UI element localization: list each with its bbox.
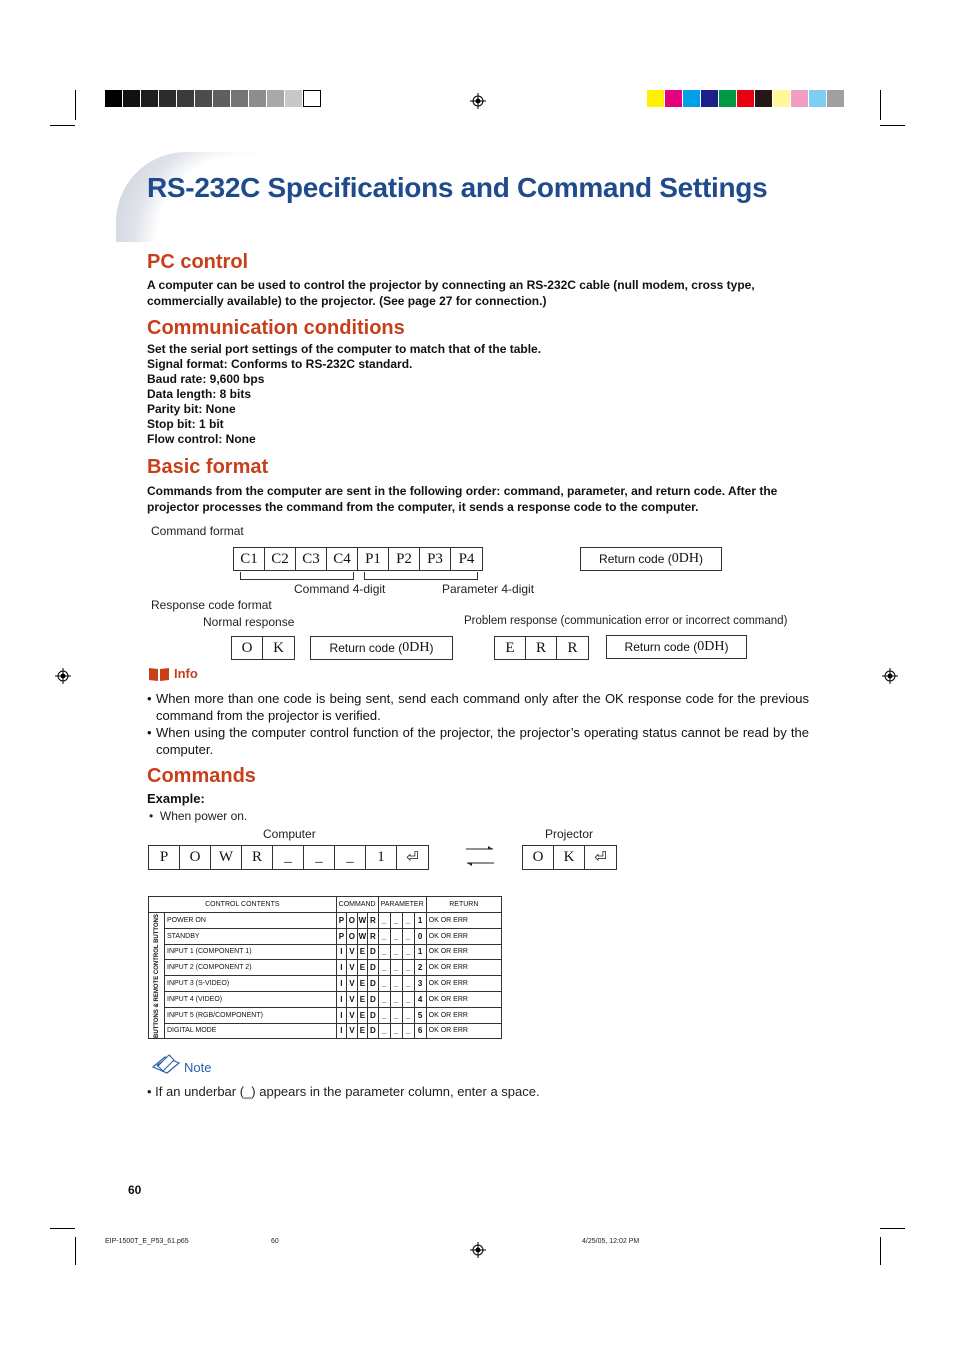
header-control-contents: CONTROL CONTENTS <box>149 897 337 913</box>
command-cell: C2 <box>265 548 296 570</box>
normal-response-label: Normal response <box>203 615 295 629</box>
normal-response-cells <box>231 636 295 660</box>
table-row <box>149 1007 502 1023</box>
command-cell: C4 <box>327 548 358 570</box>
parameter-char-cell: _ <box>378 976 390 992</box>
crop-mark <box>50 1228 75 1229</box>
communication-heading: Communication conditions <box>147 317 405 339</box>
color-swatch <box>267 90 285 107</box>
example-cell: R <box>242 846 273 869</box>
registration-mark-icon <box>470 93 486 109</box>
command-char-cell: D <box>368 1007 379 1023</box>
parameter-char-cell: _ <box>390 960 402 976</box>
response-cell: R <box>526 637 557 659</box>
crop-mark <box>880 125 905 126</box>
parameter-cell: P4 <box>458 550 475 567</box>
footer-date: 4/25/05, 12:02 PM <box>582 1238 640 1245</box>
parameter-char-cell: _ <box>402 1023 414 1039</box>
command-char-cell: I <box>336 960 346 976</box>
exchange-arrows-icon <box>464 843 496 869</box>
communication-line: Signal format: Conforms to RS-232C standard. <box>147 357 413 371</box>
header-command: COMMAND <box>336 897 378 913</box>
command-char-cell: I <box>336 944 346 960</box>
projector-response-cells <box>522 845 617 870</box>
communication-line: Set the serial port settings of the computer to match that of the table. <box>147 342 542 356</box>
command-char-cell: D <box>368 976 379 992</box>
table-row <box>149 991 502 1007</box>
example-cell: 1 <box>366 846 397 869</box>
info-bullet: • When using the computer control function of the projector, the projector’s operating status cannot be read by the computer. <box>147 724 809 758</box>
parameter-char-cell: _ <box>378 944 390 960</box>
example-bullet-text: When power on. <box>159 809 248 823</box>
control-content-cell: INPUT 2 (COMPONENT 2) <box>165 960 337 976</box>
parameter-char-cell: _ <box>390 1007 402 1023</box>
gray-swatch-bar <box>105 90 321 107</box>
basic-format-text: Commands from the computer are sent in the following order: command, parameter, and return code. After the projector processes the command from the computer, it sends a response code to the computer. <box>147 484 778 514</box>
return-code-value: 0DH <box>697 639 725 654</box>
crop-mark <box>880 1237 881 1265</box>
response-cell: K <box>273 639 284 656</box>
command-char-cell: R <box>368 928 379 944</box>
parameter-char-cell: _ <box>402 928 414 944</box>
response-format-label: Response code format <box>151 598 272 612</box>
color-swatch <box>249 90 267 107</box>
color-swatch <box>719 90 737 107</box>
communication-line: Parity bit: None <box>147 402 236 416</box>
computer-label: Computer <box>263 827 316 841</box>
parameter-char-cell: _ <box>402 991 414 1007</box>
problem-response-cells <box>494 636 589 660</box>
registration-mark-icon <box>470 1242 486 1258</box>
normal-return-code-box <box>310 636 453 660</box>
color-swatch-bar <box>647 90 845 107</box>
response-cell: E <box>495 637 526 659</box>
page-number: 60 <box>128 1183 142 1197</box>
color-swatch <box>123 90 141 107</box>
example-label: Example: <box>147 791 205 806</box>
example-cell: P <box>149 846 180 869</box>
crop-mark <box>880 90 881 120</box>
example-cell: O <box>180 846 211 869</box>
parameter-char-cell: _ <box>378 1007 390 1023</box>
color-swatch <box>755 90 773 107</box>
table-row <box>149 960 502 976</box>
color-swatch <box>683 90 701 107</box>
parameter-char-cell: 1 <box>414 913 426 929</box>
enter-key-icon: ⏎ <box>594 850 607 866</box>
parameter-char-cell: _ <box>378 1023 390 1039</box>
side-label-cell <box>149 913 165 1039</box>
command-char-cell: P <box>336 928 346 944</box>
book-icon <box>148 666 170 682</box>
return-code-label: Return code ( <box>624 640 698 654</box>
command-char-cell: E <box>357 1007 367 1023</box>
color-swatch <box>773 90 791 107</box>
command-char-cell: V <box>347 960 357 976</box>
return-cell: OK OR ERR <box>426 991 501 1007</box>
control-content-cell: INPUT 3 (S-VIDEO) <box>165 976 337 992</box>
parameter-digit-label: Parameter 4-digit <box>442 582 535 596</box>
command-digit-label: Command 4-digit <box>294 582 386 596</box>
command-char-cell: E <box>357 944 367 960</box>
command-char-cell: O <box>347 928 357 944</box>
parameter-char-cell: _ <box>390 991 402 1007</box>
table-row <box>149 1023 502 1039</box>
example-cell: W <box>211 846 242 869</box>
control-content-cell: INPUT 5 (RGB/COMPONENT) <box>165 1007 337 1023</box>
command-char-cell: I <box>336 991 346 1007</box>
command-char-cell: V <box>347 944 357 960</box>
example-cell: O <box>523 846 554 869</box>
color-swatch <box>827 90 845 107</box>
parameter-char-cell: _ <box>390 913 402 929</box>
return-cell: OK OR ERR <box>426 913 501 929</box>
return-code-label: Return code ( <box>599 552 672 566</box>
command-char-cell: D <box>368 944 379 960</box>
control-content-cell: POWER ON <box>165 913 337 929</box>
return-cell: OK OR ERR <box>426 1023 501 1039</box>
parameter-char-cell: _ <box>402 960 414 976</box>
table-row <box>149 913 502 929</box>
command-char-cell: V <box>347 1007 357 1023</box>
parameter-char-cell: _ <box>402 976 414 992</box>
page-title: RS-232C Specifications and Command Settings <box>147 172 768 203</box>
command-char-cell: E <box>357 991 367 1007</box>
command-char-cell: E <box>357 960 367 976</box>
command-char-cell: V <box>347 991 357 1007</box>
communication-line: Stop bit: 1 bit <box>147 417 224 431</box>
pc-control-text: A computer can be used to control the projector by connecting an RS-232C cable (null modem, cross type, commercially available) to the projector. (See page 27 for connection.) <box>147 278 755 308</box>
color-swatch <box>141 90 159 107</box>
note-text: • If an underbar (_) appears in the parameter column, enter a space. <box>147 1084 540 1099</box>
example-cell: K <box>554 846 585 869</box>
command-char-cell: V <box>347 1023 357 1039</box>
command-char-cell: R <box>368 913 379 929</box>
command-cell: C3 <box>296 548 327 570</box>
note-text-content: If an underbar (_) appears in the parameter column, enter a space. <box>155 1084 540 1099</box>
command-char-cell: D <box>368 960 379 976</box>
control-content-cell: DIGITAL MODE <box>165 1023 337 1039</box>
command-format-cells <box>233 547 483 571</box>
parameter-char-cell: 6 <box>414 1023 426 1039</box>
computer-command-cells <box>148 845 429 870</box>
response-cell: R <box>567 639 578 656</box>
parameter-char-cell: _ <box>378 960 390 976</box>
communication-line: Baud rate: 9,600 bps <box>147 372 265 386</box>
registration-mark-icon <box>55 668 71 684</box>
communication-line: Data length: 8 bits <box>147 387 252 401</box>
parameter-char-cell: 5 <box>414 1007 426 1023</box>
enter-key-icon: ⏎ <box>406 850 419 866</box>
commands-heading: Commands <box>147 765 256 787</box>
return-code-close: ) <box>724 640 729 654</box>
communication-line: Flow control: None <box>147 432 256 446</box>
return-cell: OK OR ERR <box>426 944 501 960</box>
parameter-char-cell: 2 <box>414 960 426 976</box>
footer-page: 60 <box>271 1238 279 1245</box>
example-cell: _ <box>335 846 366 869</box>
parameter-cell: P3 <box>420 548 451 570</box>
command-cell: C1 <box>234 548 265 570</box>
response-cell: O <box>232 637 263 659</box>
info-bullets <box>147 690 809 758</box>
registration-mark-icon <box>882 668 898 684</box>
info-label: Info <box>174 666 198 681</box>
basic-format-heading: Basic format <box>147 456 269 478</box>
parameter-char-cell: _ <box>402 1007 414 1023</box>
side-label: BUTTONS & REMOTE CONTROL BUTTONS <box>153 913 160 1038</box>
return-cell: OK OR ERR <box>426 960 501 976</box>
pc-control-heading: PC control <box>147 251 249 273</box>
color-swatch <box>809 90 827 107</box>
projector-label: Projector <box>545 827 594 841</box>
parameter-bracket <box>364 572 478 580</box>
command-char-cell: W <box>357 928 367 944</box>
crop-mark <box>50 125 75 126</box>
color-swatch <box>647 90 665 107</box>
color-swatch <box>791 90 809 107</box>
table-row <box>149 976 502 992</box>
note-label: Note <box>184 1060 212 1075</box>
parameter-char-cell: _ <box>390 1023 402 1039</box>
command-char-cell: D <box>368 1023 379 1039</box>
command-char-cell: I <box>336 976 346 992</box>
problem-return-code-box <box>606 635 747 659</box>
communication-lines <box>147 342 541 447</box>
parameter-char-cell: 4 <box>414 991 426 1007</box>
crop-mark <box>880 1228 905 1229</box>
command-char-cell: V <box>347 976 357 992</box>
parameter-cell: P1 <box>358 548 389 570</box>
color-swatch <box>159 90 177 107</box>
info-bullet: • When more than one code is being sent, send each command only after the OK response code for the previous command from the projector is verified. <box>147 690 809 724</box>
color-swatch <box>105 90 123 107</box>
color-swatch <box>177 90 195 107</box>
color-swatch <box>303 90 321 107</box>
parameter-char-cell: _ <box>402 944 414 960</box>
command-bracket <box>240 572 354 580</box>
commands-table <box>148 896 502 1039</box>
color-swatch <box>213 90 231 107</box>
parameter-char-cell: _ <box>390 928 402 944</box>
return-cell: OK OR ERR <box>426 976 501 992</box>
example-cell: _ <box>304 846 335 869</box>
color-swatch <box>665 90 683 107</box>
table-row <box>149 944 502 960</box>
parameter-char-cell: _ <box>402 913 414 929</box>
crop-mark <box>75 90 76 120</box>
return-cell: OK OR ERR <box>426 928 501 944</box>
command-char-cell: D <box>368 991 379 1007</box>
return-cell: OK OR ERR <box>426 1007 501 1023</box>
command-char-cell: I <box>336 1023 346 1039</box>
command-char-cell: O <box>347 913 357 929</box>
color-swatch <box>701 90 719 107</box>
return-code-value: 0DH <box>671 551 699 566</box>
control-content-cell: INPUT 1 (COMPONENT 1) <box>165 944 337 960</box>
footer-file: EIP-1500T_E_P53_61.p65 <box>105 1238 189 1245</box>
return-code-value: 0DH <box>402 640 430 655</box>
command-char-cell: P <box>336 913 346 929</box>
return-code-close: ) <box>698 552 703 566</box>
table-row <box>149 928 502 944</box>
example-bullet: • When power on. <box>149 809 248 823</box>
return-code-close: ) <box>429 641 434 655</box>
parameter-char-cell: 3 <box>414 976 426 992</box>
color-swatch <box>285 90 303 107</box>
parameter-char-cell: 0 <box>414 928 426 944</box>
command-char-cell: I <box>336 1007 346 1023</box>
color-swatch <box>195 90 213 107</box>
note-pencil-icon <box>151 1053 183 1077</box>
parameter-char-cell: _ <box>378 928 390 944</box>
parameter-char-cell: _ <box>390 976 402 992</box>
example-cell: _ <box>273 846 304 869</box>
problem-response-label: Problem response (communication error or incorrect command) <box>464 615 788 627</box>
command-char-cell: E <box>357 976 367 992</box>
parameter-cell: P2 <box>389 548 420 570</box>
command-char-cell: W <box>357 913 367 929</box>
command-format-label: Command format <box>151 524 244 538</box>
control-content-cell: STANDBY <box>165 928 337 944</box>
color-swatch <box>737 90 755 107</box>
return-code-label: Return code ( <box>329 641 403 655</box>
return-code-box <box>580 547 722 571</box>
parameter-char-cell: 1 <box>414 944 426 960</box>
parameter-char-cell: _ <box>378 913 390 929</box>
parameter-char-cell: _ <box>378 991 390 1007</box>
control-content-cell: INPUT 4 (VIDEO) <box>165 991 337 1007</box>
crop-mark <box>75 1237 76 1265</box>
command-char-cell: E <box>357 1023 367 1039</box>
parameter-char-cell: _ <box>390 944 402 960</box>
header-return: RETURN <box>426 897 501 913</box>
header-parameter: PARAMETER <box>378 897 426 913</box>
color-swatch <box>231 90 249 107</box>
